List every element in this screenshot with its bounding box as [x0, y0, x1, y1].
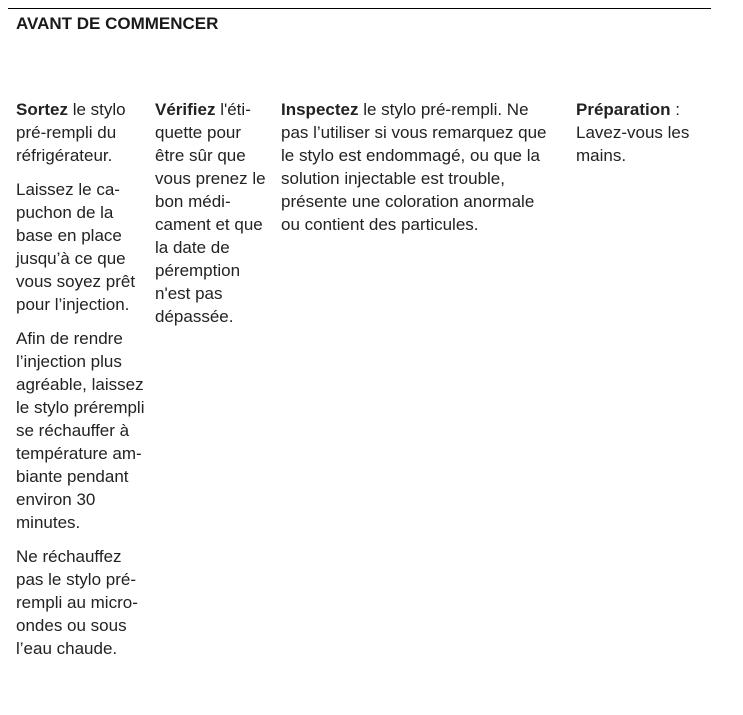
step-paragraph: [155, 98, 267, 328]
step-keyword: Préparation: [576, 100, 671, 119]
step-paragraph: [16, 178, 148, 316]
step-remove-pen: [16, 98, 148, 660]
step-text: : Lavez-vous les mains.: [576, 100, 690, 165]
step-keyword: Sortez: [16, 100, 68, 119]
step-keyword: Inspectez: [281, 100, 359, 119]
step-text: Afin de rendre l’injection plus agréable, laissez le stylo prérempli se réchauffer à température ambiante pendant environ 30 minutes.: [16, 329, 145, 532]
step-paragraph: [281, 98, 553, 236]
step-inspect-pen: [281, 98, 553, 236]
step-text: Ne réchauffez pas le stylo prérempli au micro-ondes ou sous l’eau chaude.: [16, 547, 138, 658]
step-paragraph: [16, 98, 148, 167]
step-paragraph: [16, 545, 148, 660]
step-check-label: [155, 98, 267, 328]
top-divider: [8, 8, 711, 9]
step-text: Laissez le capuchon de la base en place jusqu’à ce que vous soyez prêt pour l’injection.: [16, 180, 136, 314]
step-text: l'étiquette pour être sûr que vous prenez le bon médicament et que la date de péremption n'est pas dépassée.: [155, 100, 266, 326]
step-paragraph: [576, 98, 706, 167]
step-text: le stylo pré-rempli du réfrigérateur.: [16, 100, 126, 165]
step-paragraph: [16, 327, 148, 534]
step-keyword: Vérifiez: [155, 100, 216, 119]
step-preparation: [576, 98, 706, 167]
section-title: AVANT DE COMMENCER: [16, 14, 219, 33]
step-text: le stylo pré-rempli. Ne pas l’utiliser si vous remarquez que le stylo est endommagé, ou que la solution injectable est trouble, présente une coloration anormale ou contient des particules.: [281, 100, 547, 234]
